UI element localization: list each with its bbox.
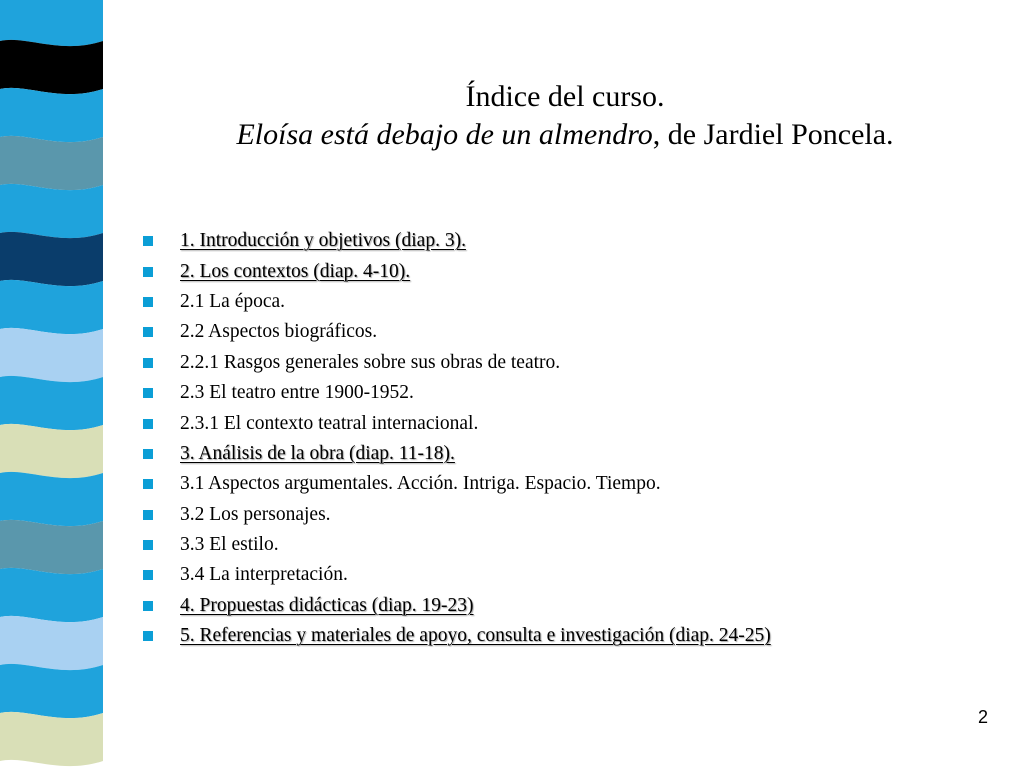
square-bullet-icon xyxy=(143,236,153,246)
stripe-band xyxy=(0,376,103,430)
stripe-band xyxy=(0,0,103,46)
stripe-band xyxy=(0,568,103,622)
toc-text: 3.3 El estilo. xyxy=(180,534,279,556)
stripe-band xyxy=(0,520,103,574)
square-bullet-icon xyxy=(143,388,153,398)
toc-link[interactable]: 3. Análisis de la obra (diap. 11-18). xyxy=(180,442,455,464)
stripe-pattern xyxy=(0,0,103,768)
stripe-band xyxy=(0,616,103,670)
toc-item[interactable] xyxy=(143,439,771,469)
toc-link[interactable]: 5. Referencias y materiales de apoyo, consulta e investigación (diap. 24-25) xyxy=(180,625,771,647)
title-line-2 xyxy=(150,116,980,154)
toc-item[interactable] xyxy=(143,256,771,286)
stripe-band xyxy=(0,40,103,94)
stripe-band xyxy=(0,280,103,334)
toc-text: 2.3 El teatro entre 1900-1952. xyxy=(180,382,414,404)
stripe-band xyxy=(0,712,103,766)
toc-item xyxy=(143,500,771,530)
toc-item xyxy=(143,287,771,317)
stripe-band xyxy=(0,664,103,718)
toc-text: 2.2 Aspectos biográficos. xyxy=(180,321,378,343)
table-of-contents xyxy=(143,226,771,651)
stripe-band xyxy=(0,472,103,526)
toc-text: 3.2 Los personajes. xyxy=(180,503,331,525)
stripe-band xyxy=(0,88,103,142)
toc-item xyxy=(143,530,771,560)
stripe-band xyxy=(0,136,103,190)
toc-text: 2.1 La época. xyxy=(180,290,286,312)
toc-item xyxy=(143,378,771,408)
square-bullet-icon xyxy=(143,540,153,550)
toc-item[interactable] xyxy=(143,226,771,256)
toc-item[interactable] xyxy=(143,591,771,621)
decorative-stripe-bar xyxy=(0,0,103,768)
square-bullet-icon xyxy=(143,358,153,368)
title-line-1: Índice del curso. xyxy=(465,80,665,113)
square-bullet-icon xyxy=(143,267,153,277)
toc-text: 2.2.1 Rasgos generales sobre sus obras de teatro. xyxy=(180,351,561,373)
square-bullet-icon xyxy=(143,327,153,337)
square-bullet-icon xyxy=(143,449,153,459)
toc-link[interactable]: 1. Introducción y objetivos (diap. 3). xyxy=(180,230,466,252)
stripe-band xyxy=(0,232,103,286)
square-bullet-icon xyxy=(143,631,153,641)
toc-text: 3.4 La interpretación. xyxy=(180,564,348,586)
square-bullet-icon xyxy=(143,510,153,520)
square-bullet-icon xyxy=(143,570,153,580)
toc-link[interactable]: 4. Propuestas didácticas (diap. 19-23) xyxy=(180,594,474,616)
title-author: , de Jardiel Poncela. xyxy=(652,118,894,151)
stripe-band xyxy=(0,328,103,382)
stripe-band xyxy=(0,184,103,238)
stripe-band xyxy=(0,424,103,478)
slide-title xyxy=(150,78,980,154)
toc-text: 3.1 Aspectos argumentales. Acción. Intriga. Espacio. Tiempo. xyxy=(180,473,661,495)
square-bullet-icon xyxy=(143,297,153,307)
toc-item[interactable] xyxy=(143,621,771,651)
square-bullet-icon xyxy=(143,479,153,489)
page-number: 2 xyxy=(977,707,988,727)
toc-item xyxy=(143,469,771,499)
square-bullet-icon xyxy=(143,601,153,611)
toc-item xyxy=(143,408,771,438)
title-work-name: Eloísa está debajo de un almendro xyxy=(236,118,653,151)
square-bullet-icon xyxy=(143,419,153,429)
toc-text: 2.3.1 El contexto teatral internacional. xyxy=(180,412,479,434)
toc-item xyxy=(143,560,771,590)
toc-item xyxy=(143,317,771,347)
toc-item xyxy=(143,348,771,378)
toc-link[interactable]: 2. Los contextos (diap. 4-10). xyxy=(180,260,411,282)
